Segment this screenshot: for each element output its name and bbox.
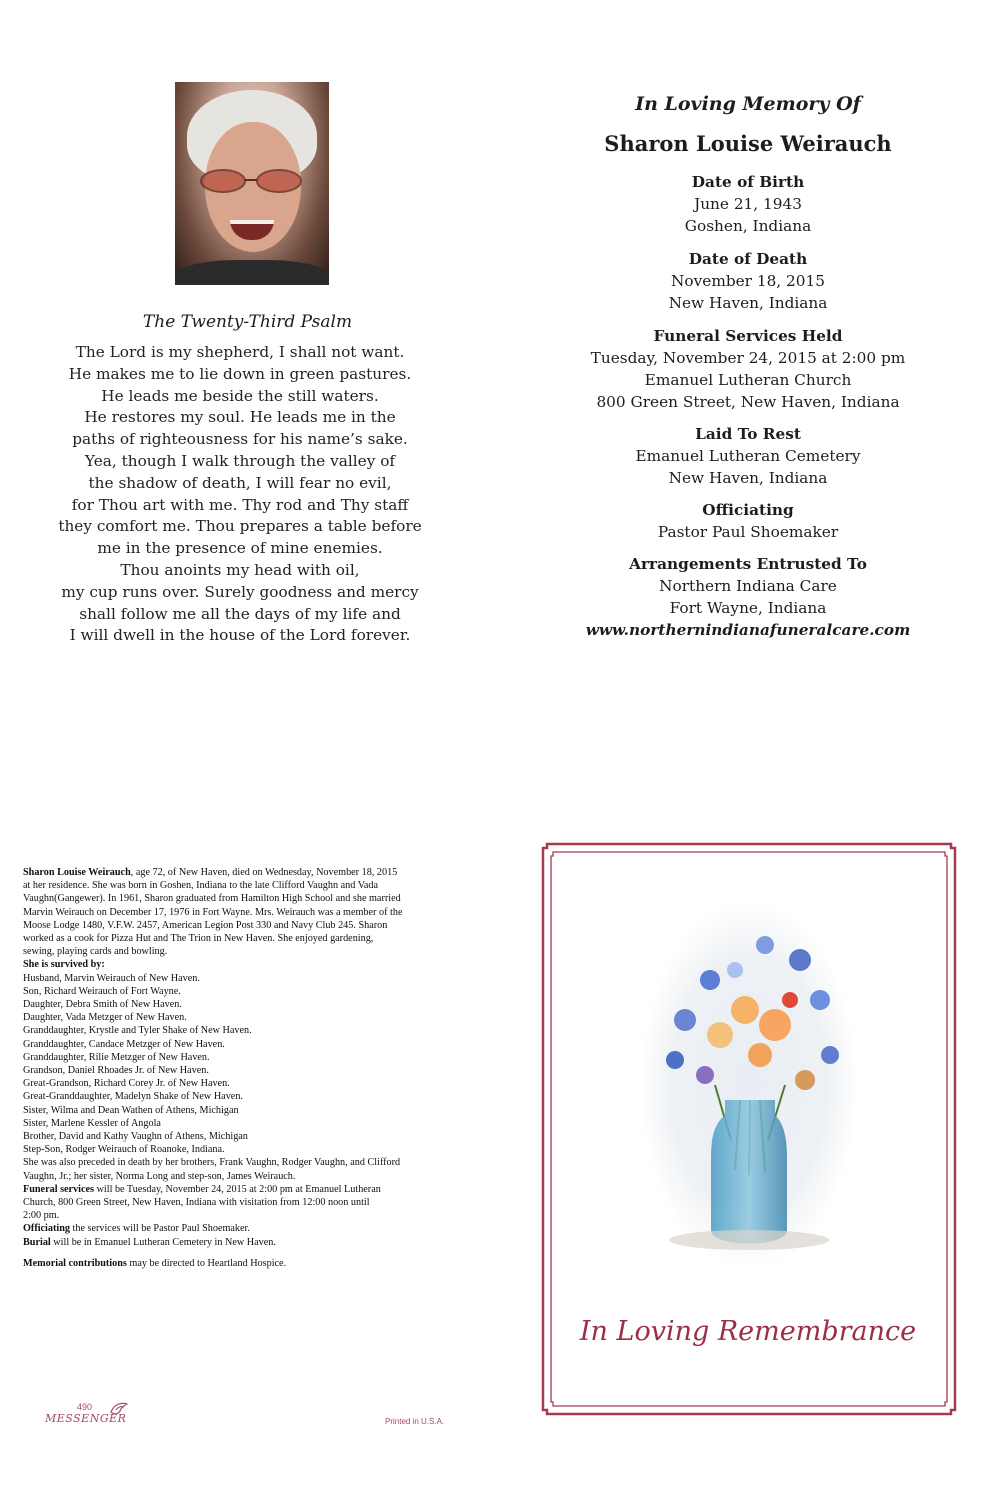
arrangements-heading: Arrangements Entrusted To: [629, 555, 867, 573]
services-when: Tuesday, November 24, 2015 at 2:00 pm: [590, 349, 906, 367]
obituary-intro-line: sewing, playing cards and bowling.: [23, 946, 168, 958]
obituary-intro-line: at her residence. She was born in Goshen, Indiana to the late Clifford Vaughn and Vada: [23, 880, 379, 892]
psalm-line: I will dwell in the house of the Lord forever.: [69, 626, 411, 645]
psalm-line: He leads me beside the still waters.: [101, 386, 379, 405]
survivor-item: Son, Richard Weirauch of Fort Wayne.: [23, 985, 181, 997]
burial-line: Burial will be in Emanuel Lutheran Cemetery in New Haven.: [23, 1236, 276, 1248]
rest-heading: Laid To Rest: [695, 425, 801, 443]
rest-place: New Haven, Indiana: [668, 469, 828, 487]
officiating-line: Officiating the services will be Pastor Paul Shoemaker.: [23, 1223, 250, 1235]
funeral-line: 2:00 pm.: [23, 1210, 60, 1222]
birth-date: June 21, 1943: [694, 195, 802, 213]
obituary-intro-line: Moose Lodge 1480, V.F.W. 2457, American Legion Post 330 and Navy Club 245. Sharon: [23, 919, 388, 931]
obituary-intro-line: Marvin Weirauch on December 17, 1976 in Fort Wayne. Mrs. Weirauch was a member of the: [23, 906, 403, 918]
psalm-line: The Lord is my shepherd, I shall not want.: [75, 343, 405, 361]
rest-section: [548, 423, 948, 489]
survivor-item: Great-Granddaughter, Madelyn Shake of New Haven.: [23, 1091, 243, 1103]
obituary-intro-line: Vaughn(Gangewer). In 1961, Sharon graduated from Hamilton High School and she married: [23, 893, 401, 905]
psalm-line: He makes me to lie down in green pastures.: [68, 364, 412, 383]
officiating-name: Pastor Paul Shoemaker: [657, 523, 839, 541]
rest-cemetery: Emanuel Lutheran Cemetery: [635, 447, 861, 465]
services-address: 800 Green Street, New Haven, Indiana: [596, 393, 900, 411]
arrangements-home: Northern Indiana Care: [659, 577, 837, 595]
survivor-item: Grandson, Daniel Rhoades Jr. of New Haven.: [23, 1065, 209, 1077]
death-date: November 18, 2015: [671, 272, 825, 290]
psalm-line: paths of righteousness for his name’s sake.: [72, 430, 408, 449]
mason-jar: [711, 1100, 787, 1244]
obituary-text: [23, 866, 473, 1270]
death-heading: Date of Death: [688, 250, 808, 268]
printed-in-usa: Printed in U.S.A.: [385, 1417, 445, 1426]
death-place: New Haven, Indiana: [668, 294, 828, 312]
survivor-item: Daughter, Debra Smith of New Haven.: [23, 999, 182, 1011]
cover-title: In Loving Remembrance: [579, 1316, 917, 1347]
survivor-item: Great-Grandson, Richard Corey Jr. of New Haven.: [23, 1078, 230, 1090]
psalm-line: they comfort me. Thou prepares a table before: [58, 517, 422, 536]
memorial-line: Memorial contributions may be directed to Heartland Hospice.: [23, 1257, 287, 1269]
survivor-item: Brother, David and Kathy Vaughn of Athens, Michigan: [23, 1131, 248, 1143]
psalm-line: my cup runs over. Surely goodness and mercy: [61, 582, 419, 601]
birth-heading: Date of Birth: [691, 173, 805, 191]
survived-heading: She is survived by:: [23, 959, 105, 971]
services-heading: Funeral Services Held: [653, 327, 843, 345]
preceded-line: Vaughn, Jr.; her sister, Norma Long and step-son, James Weirauch.: [23, 1170, 296, 1182]
survivor-item: Daughter, Vada Metzger of New Haven.: [23, 1012, 187, 1024]
obituary-intro-line: worked as a cook for Pizza Hut and The Trion in New Haven. She enjoyed gardening,: [23, 933, 374, 945]
funeral-line: Funeral services will be Tuesday, November 24, 2015 at 2:00 pm at Emanuel Lutheran: [23, 1183, 381, 1195]
deceased-photo: [175, 82, 329, 285]
dove-icon: [108, 1398, 130, 1420]
deceased-name: Sharon Louise Weirauch: [604, 131, 892, 156]
services-church: Emanuel Lutheran Church: [644, 371, 852, 389]
psalm-line: for Thou art with me. Thy rod and Thy staff: [71, 495, 409, 514]
psalm-line: He restores my soul. He leads me in the: [84, 408, 396, 427]
product-number: 490: [77, 1402, 93, 1412]
psalm-text: [50, 342, 430, 647]
officiating-heading: Officiating: [702, 501, 794, 519]
psalm-line: me in the presence of mine enemies.: [97, 539, 383, 558]
photo-glasses: [193, 168, 311, 194]
survivor-item: Granddaughter, Krystle and Tyler Shake of New Haven.: [23, 1025, 252, 1037]
death-section: [548, 248, 948, 314]
memory-header: In Loving Memory Of: [635, 93, 861, 115]
funeral-home-website[interactable]: www.northernindianafuneralcare.com: [585, 621, 911, 639]
photo-shirt: [175, 260, 329, 285]
messenger-logo: MESSENGER: [45, 1412, 127, 1425]
preceded-line: She was also preceded in death by her brothers, Frank Vaughn, Rodger Vaughn, and Clifford: [23, 1157, 401, 1169]
funeral-line: Church, 800 Green Street, New Haven, Indiana with visitation from 12:00 noon until: [23, 1197, 370, 1209]
survivor-item: Sister, Wilma and Dean Wathen of Athens, Michigan: [23, 1104, 239, 1116]
psalm-line: Yea, though I walk through the valley of: [84, 451, 396, 470]
survivor-item: Granddaughter, Candace Metzger of New Haven.: [23, 1038, 225, 1050]
arrangements-place: Fort Wayne, Indiana: [669, 599, 827, 617]
obituary-name: Sharon Louise Weirauch: [23, 867, 131, 878]
survivor-item: Husband, Marvin Weirauch of New Haven.: [23, 972, 200, 984]
survivor-item: Sister, Marlene Kessler of Angola: [23, 1117, 161, 1129]
arrangements-section: [548, 553, 948, 641]
psalm-line: Thou anoints my head with oil,: [120, 560, 360, 579]
psalm-line: the shadow of death, I will fear no evil,: [88, 473, 392, 492]
officiating-section: [548, 499, 948, 543]
birth-place: Goshen, Indiana: [684, 217, 812, 235]
psalm-line: shall follow me all the days of my life and: [79, 604, 401, 623]
services-section: [548, 325, 948, 413]
obituary-intro-line: Sharon Louise Weirauch, age 72, of New Haven, died on Wednesday, November 18, 2015: [23, 867, 398, 878]
survivor-item: Step-Son, Rodger Weirauch of Roanoke, Indiana.: [23, 1144, 225, 1156]
birth-section: [548, 171, 948, 237]
survivor-item: Granddaughter, Rilie Metzger of New Haven.: [23, 1051, 210, 1063]
psalm-title: The Twenty-Third Psalm: [142, 312, 353, 332]
